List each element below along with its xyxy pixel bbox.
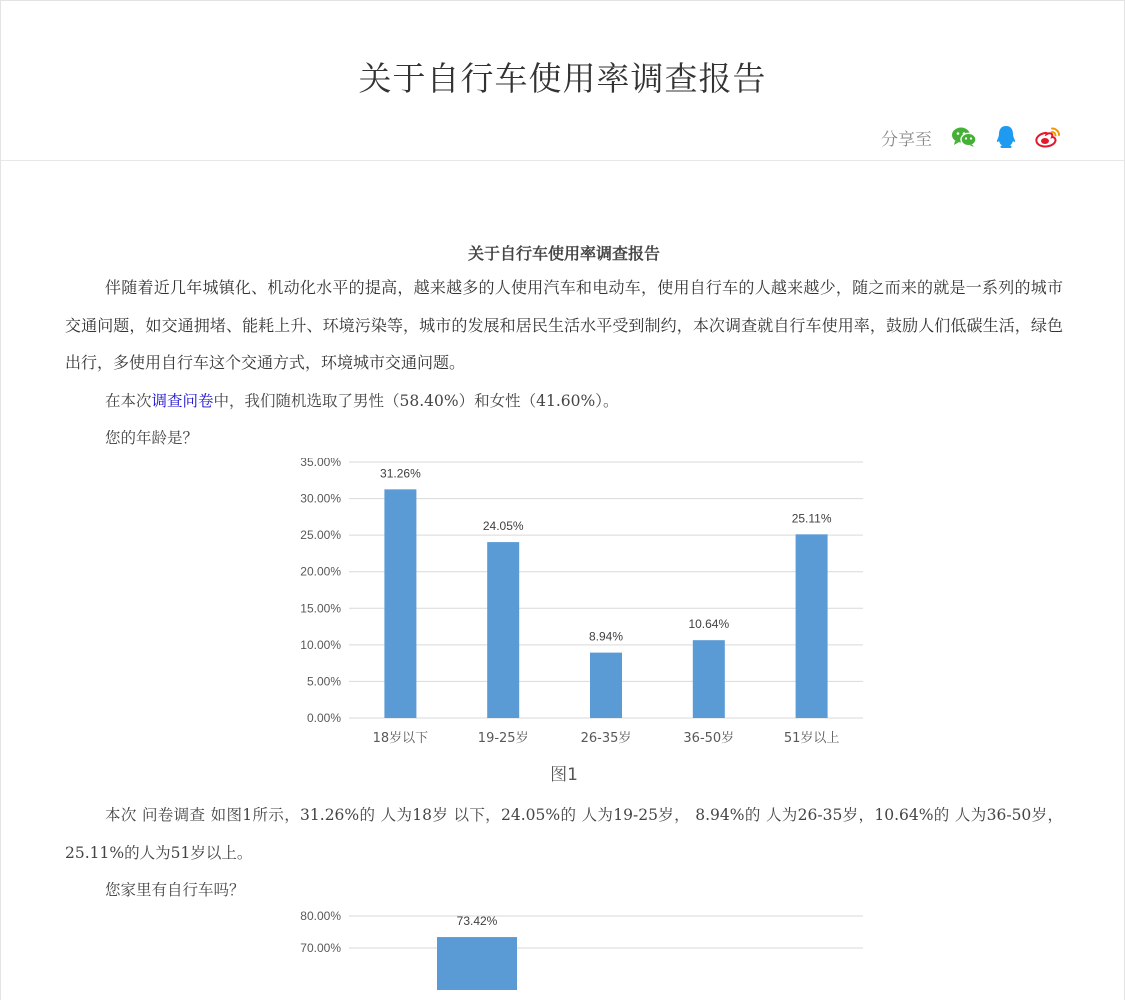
y-tick-label: 15.00% xyxy=(300,601,341,616)
figure-description: 本次 问卷调查 如图1所示，31.26%的 人为18岁 以下，24.05%的 人为19-25岁， 8.94%的 人为26-35岁，10.64%的 人为36-50岁，25.11%的人为51岁以上。 xyxy=(65,806,1063,862)
data-label: 25.11% xyxy=(791,511,832,526)
y-tick-label: 30.00% xyxy=(300,491,341,506)
y-tick-label: 0.00% xyxy=(306,711,341,725)
y-tick-label: 10.00% xyxy=(300,637,341,652)
sample-prefix: 在本次 xyxy=(105,392,152,410)
y-tick-label: 25.00% xyxy=(300,528,341,543)
header xyxy=(1,1,1124,161)
sample-suffix: 中，我们随机选取了男性（58.40%）和女性（41.60%）。 xyxy=(213,392,619,410)
y-tick-label: 35.00% xyxy=(300,458,341,469)
x-tick-label: 26-35岁 xyxy=(580,731,632,746)
bar xyxy=(693,640,725,718)
bar xyxy=(384,489,416,718)
bar xyxy=(437,937,517,990)
x-tick-label: 36-50岁 xyxy=(683,731,735,746)
data-label: 73.42% xyxy=(456,914,498,929)
wechat-icon[interactable] xyxy=(950,123,978,151)
x-tick-label: 51岁以上 xyxy=(783,731,840,746)
survey-link[interactable]: 调查问卷 xyxy=(151,392,214,410)
page-title: 关于自行车使用率调查报告 xyxy=(358,59,767,98)
qq-icon[interactable] xyxy=(992,123,1020,151)
bar xyxy=(487,542,519,718)
y-tick-label: 70.00% xyxy=(300,941,341,955)
question-bicycle: 您家里有自行车吗？ xyxy=(105,881,245,899)
bicycle-bar-chart xyxy=(285,910,885,990)
sample-paragraph xyxy=(65,383,1063,420)
share-bar xyxy=(881,121,1062,153)
y-tick-label: 20.00% xyxy=(300,564,341,579)
data-label: 8.94% xyxy=(588,629,624,644)
data-label: 31.26% xyxy=(380,466,421,481)
bar xyxy=(796,534,828,718)
share-label: 分享至 xyxy=(881,129,932,150)
figure-caption: 图1 xyxy=(550,765,578,785)
question-age: 您的年龄是？ xyxy=(105,429,199,447)
bar xyxy=(590,653,622,718)
figure-age-chart xyxy=(65,458,1063,790)
data-label: 24.05% xyxy=(482,519,524,534)
data-label: 10.64% xyxy=(688,617,730,632)
y-tick-label: 5.00% xyxy=(306,674,341,689)
age-bar-chart xyxy=(285,458,885,760)
x-tick-label: 19-25岁 xyxy=(477,731,529,746)
article-title: 关于自行车使用率调查报告 xyxy=(467,244,660,263)
x-tick-label: 18岁以下 xyxy=(372,731,429,746)
y-tick-label: 80.00% xyxy=(300,910,341,923)
figure-bicycle-chart xyxy=(65,910,1063,990)
weibo-icon[interactable] xyxy=(1034,123,1062,151)
article-body xyxy=(65,239,1063,990)
intro-paragraph: 伴随着近几年城镇化、机动化水平的提高，越来越多的人使用汽车和电动车，使用自行车的人越来越少，随之而来的就是一系列的城市交通问题，如交通拥堵、能耗上升、环境污染等，城市的发展和居民生活水平受到制约，本次调查就自行车使用率，鼓励人们低碳生活，绿色出行，多使用自行车这个交通方式，环境城市交通问题。 xyxy=(65,278,1063,372)
